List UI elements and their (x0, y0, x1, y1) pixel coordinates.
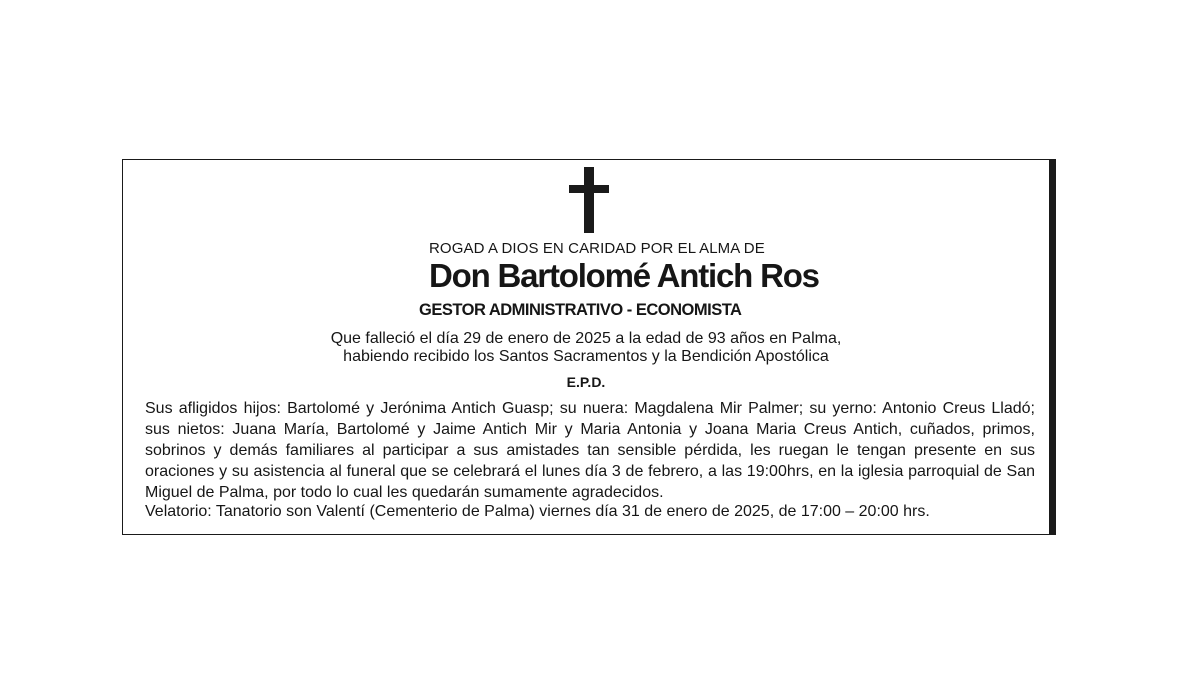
prayer-line: ROGAD A DIOS EN CARIDAD POR EL ALMA DE (429, 240, 765, 257)
obituary-notice (122, 159, 1056, 535)
cross-icon (569, 167, 609, 233)
family-paragraph: Sus afligidos hijos: Bartolomé y Jerónima Antich Guasp; su nuera: Magdalena Mir Palmer; su yerno: Antonio Creus Lladó; sus nietos: Juana María, Bartolomé y Jaime Antich Mir y Maria Antonia y Joana Maria Creus Antich, cuñados, primos, sobrinos y demás familiares al participar a sus amistades tan sensible pérdida, les ruegan le tengan presente en sus oraciones y su asistencia al funeral que se celebrará el lunes día 3 de febrero, a las 19:00hrs, en la iglesia parroquial de San Miguel de Palma, por todo lo cual les quedarán sumamente agradecidos. (145, 400, 1035, 501)
epd-label: E.P.D. (566, 374, 606, 390)
death-line-2: habiendo recibido los Santos Sacramentos y la Bendición Apostólica (343, 348, 829, 365)
death-line-1: Que falleció el día 29 de enero de 2025 a la edad de 93 años en Palma, (330, 330, 842, 347)
deceased-name: Don Bartolomé Antich Ros (429, 257, 819, 294)
profession: GESTOR ADMINISTRATIVO - ECONOMISTA (419, 301, 742, 319)
wake-details: Velatorio: Tanatorio son Valentí (Cementerio de Palma) viernes día 31 de enero de 2025, de 17:00 – 20:00 hrs. (145, 503, 930, 520)
